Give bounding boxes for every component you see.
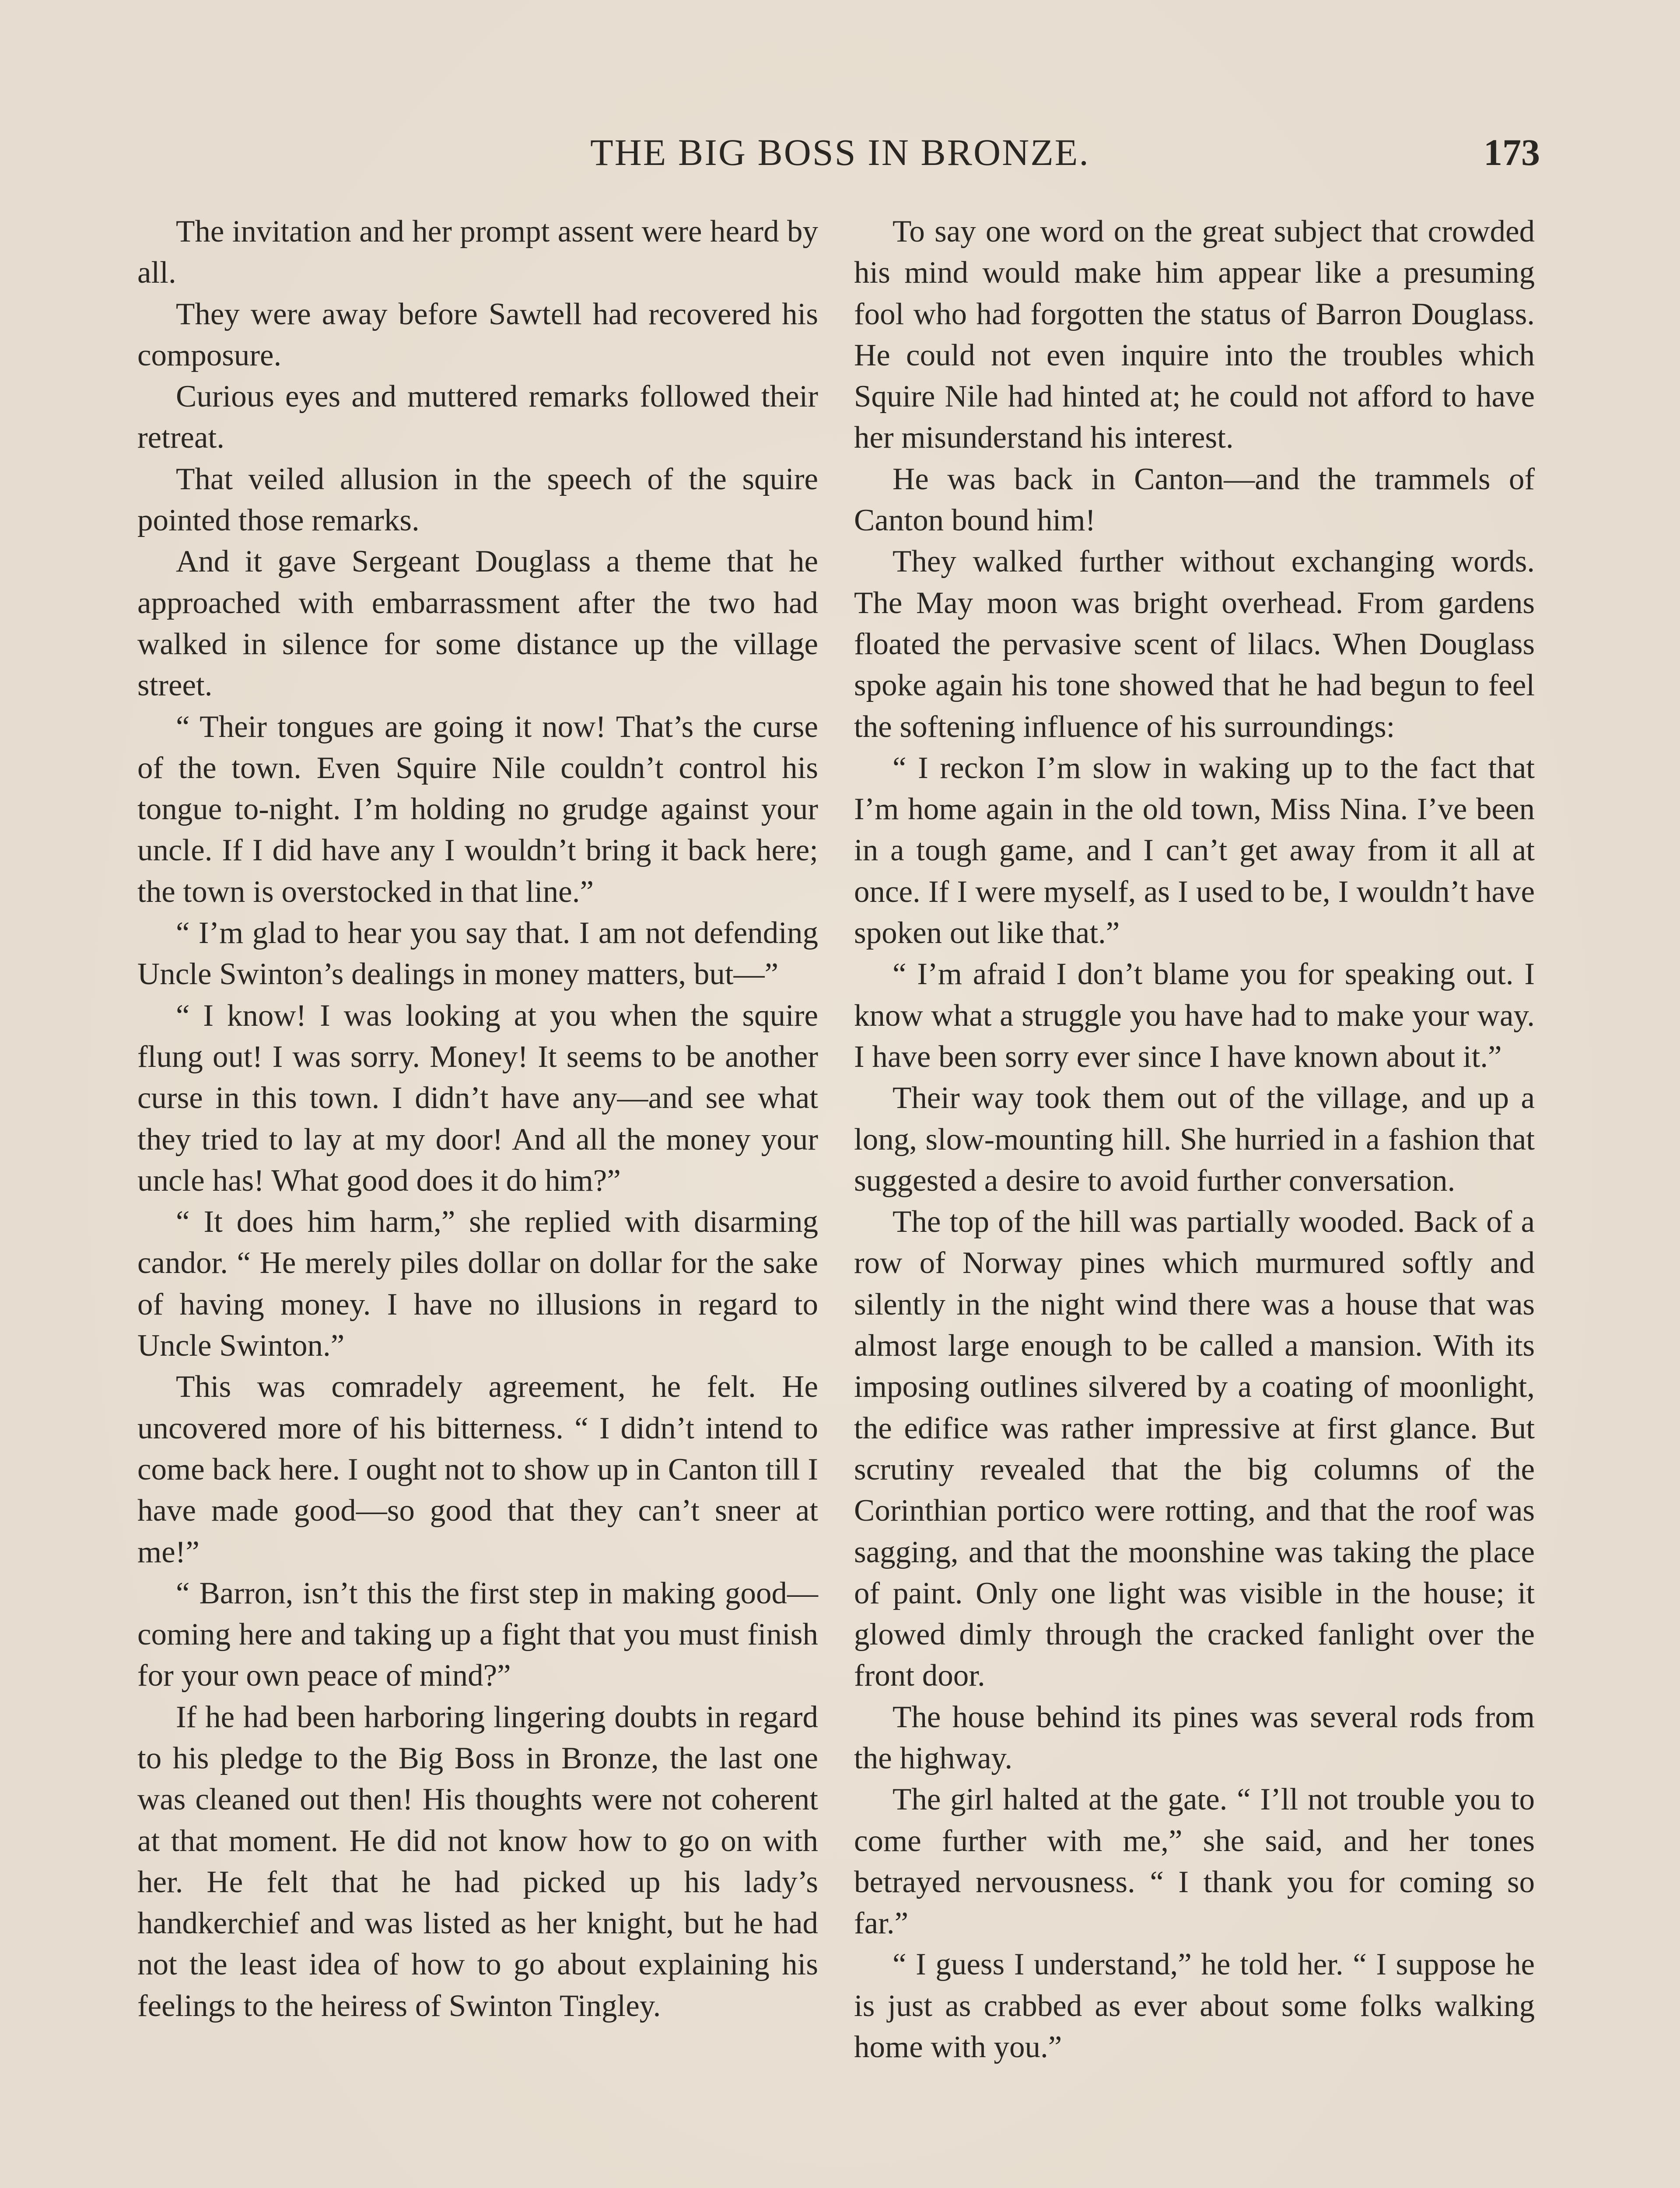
paragraph: “ It does him harm,” she replied with disarming candor. “ He merely piles dollar on dollar for the sake of having money. I have no illusions in regard to Uncle Swinton.” xyxy=(137,1205,818,1363)
paragraph: “ Barron, isn’t this the first step in making good—coming here and taking up a fight that you must finish for your own peace of mind?” xyxy=(137,1576,818,1693)
page-number: 173 xyxy=(1484,131,1540,173)
paragraph: And it gave Sergeant Douglass a theme that he approached with embarrassment after the two had walked in silence for some distance up the village street. xyxy=(137,544,818,703)
paragraph: The house behind its pines was several rods from the highway. xyxy=(854,1700,1535,1775)
left-column xyxy=(137,211,818,2027)
paragraph: “ I know! I was looking at you when the squire flung out! I was sorry. Money! It seems to be another curse in this town. I didn’t have any—and see what they tried to lay at my door! And all the money your uncle has! What good does it do him?” xyxy=(137,998,818,1198)
paragraph: “ I’m afraid I don’t blame you for speaking out. I know what a struggle you have had to make your way. I have been sorry ever since I have known about it.” xyxy=(854,957,1535,1074)
paragraph: This was comradely agreement, he felt. He uncovered more of his bitterness. “ I didn’t intend to come back here. I ought not to show up in Canton till I have made good—so good that they can’t sneer at me!” xyxy=(137,1370,818,1569)
paragraph: To say one word on the great subject that crowded his mind would make him appear like a presuming fool who had forgotten the status of Barron Douglass. He could not even inquire into the troubles which Squire Nile had hinted at; he could not afford to have her misunderstand his interest. xyxy=(854,214,1535,455)
paragraph: The girl halted at the gate. “ I’ll not trouble you to come further with me,” she said, and her tones betrayed nervousness. “ I thank you for coming so far.” xyxy=(854,1782,1535,1941)
paragraph: Their way took them out of the village, and up a long, slow-mounting hill. She hurried in a fashion that suggested a desire to avoid further conversation. xyxy=(854,1081,1535,1198)
right-column xyxy=(854,211,1535,2068)
paragraph: “ I reckon I’m slow in waking up to the fact that I’m home again in the old town, Miss Nina. I’ve been in a tough game, and I can’t get away from it all at once. If I were myself, as I used to be, I wouldn’t have spoken out like that.” xyxy=(854,750,1535,950)
paragraph: If he had been harboring lingering doubts in regard to his pledge to the Big Boss in Bronze, the last one was cleaned out then! His thoughts were not coherent at that moment. He did not know how to go on with her. He felt that he had picked up his lady’s handkerchief and was listed as her knight, but he had not the least idea of how to go about explaining his feelings to the heiress of Swinton Tingley. xyxy=(137,1700,818,2023)
paragraph: “ I’m glad to hear you say that. I am not defending Uncle Swinton’s dealings in money matters, but—” xyxy=(137,916,818,992)
paragraph: That veiled allusion in the speech of the squire pointed those remarks. xyxy=(137,462,818,538)
paragraph: They were away before Sawtell had recovered his composure. xyxy=(137,297,818,372)
running-title: THE BIG BOSS IN BRONZE. xyxy=(590,131,1090,173)
paragraph: He was back in Canton—and the trammels of Canton bound him! xyxy=(854,462,1535,538)
paragraph: They walked further without exchanging words. The May moon was bright overhead. From gardens floated the pervasive scent of lilacs. When Douglass spoke again his tone showed that he had begun to feel the softening influence of his surroundings: xyxy=(854,544,1535,744)
paragraph: “ I guess I understand,” he told her. “ I suppose he is just as crabbed as ever about some folks walking home with you.” xyxy=(854,1947,1535,2065)
page-header xyxy=(140,130,1540,183)
paragraph: The invitation and her prompt assent were heard by all. xyxy=(137,214,818,290)
paragraph: The top of the hill was partially wooded. Back of a row of Norway pines which murmured softly and silently in the night wind there was a house that was almost large enough to be called a mansion. With its imposing outlines silvered by a coating of moonlight, the edifice was rather impressive at first glance. But scrutiny revealed that the big columns of the Corinthian portico were rotting, and that the roof was sagging, and that the moonshine was taking the place of paint. Only one light was visible in the house; it glowed dimly through the cracked fanlight over the front door. xyxy=(854,1205,1535,1693)
paragraph: “ Their tongues are going it now! That’s the curse of the town. Even Squire Nile couldn’t control his tongue to-night. I’m holding no grudge against your uncle. If I did have any I wouldn’t bring it back here; the town is overstocked in that line.” xyxy=(137,709,818,909)
paragraph: Curious eyes and muttered remarks followed their retreat. xyxy=(137,379,818,455)
